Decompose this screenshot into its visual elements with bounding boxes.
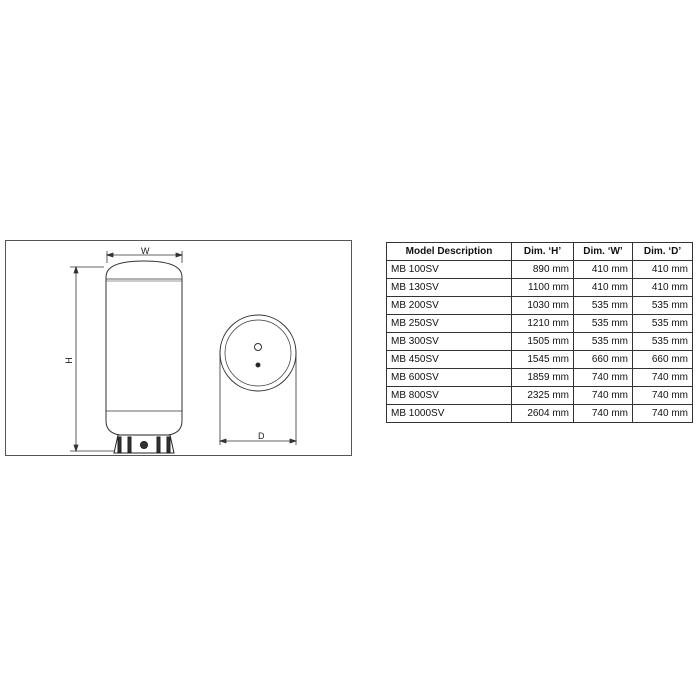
height-label: H bbox=[63, 357, 74, 364]
cell-model: MB 1000SV bbox=[387, 405, 512, 423]
table-row bbox=[387, 387, 693, 405]
cell-model: MB 200SV bbox=[387, 297, 512, 315]
cell-dim-w: 740 mm bbox=[574, 387, 633, 405]
cell-dim-d: 535 mm bbox=[633, 297, 693, 315]
cell-dim-w: 535 mm bbox=[574, 333, 633, 351]
table-row bbox=[387, 279, 693, 297]
cell-dim-w: 535 mm bbox=[574, 297, 633, 315]
header-dim-d: Dim. ‘D’ bbox=[633, 243, 693, 261]
table-row bbox=[387, 315, 693, 333]
cell-model: MB 600SV bbox=[387, 369, 512, 387]
table-header-row bbox=[387, 243, 693, 261]
header-model-description: Model Description bbox=[387, 243, 512, 261]
table-row bbox=[387, 297, 693, 315]
header-dim-w: Dim. ‘W’ bbox=[574, 243, 633, 261]
table-row bbox=[387, 261, 693, 279]
cell-dim-h: 1505 mm bbox=[512, 333, 574, 351]
cell-dim-w: 410 mm bbox=[574, 261, 633, 279]
cell-dim-h: 2325 mm bbox=[512, 387, 574, 405]
cell-dim-w: 740 mm bbox=[574, 369, 633, 387]
cell-dim-w: 535 mm bbox=[574, 315, 633, 333]
cell-dim-h: 890 mm bbox=[512, 261, 574, 279]
cell-dim-h: 1210 mm bbox=[512, 315, 574, 333]
cell-dim-d: 740 mm bbox=[633, 405, 693, 423]
table-row bbox=[387, 333, 693, 351]
cell-dim-d: 410 mm bbox=[633, 279, 693, 297]
table-row bbox=[387, 351, 693, 369]
cell-dim-h: 1100 mm bbox=[512, 279, 574, 297]
cell-dim-h: 1859 mm bbox=[512, 369, 574, 387]
cell-dim-h: 2604 mm bbox=[512, 405, 574, 423]
vessel-top-view bbox=[220, 315, 296, 391]
dimension-drawing-panel bbox=[5, 240, 352, 456]
header-dim-h: Dim. ‘H’ bbox=[512, 243, 574, 261]
cell-model: MB 300SV bbox=[387, 333, 512, 351]
cell-dim-d: 660 mm bbox=[633, 351, 693, 369]
dimensions-table bbox=[386, 242, 693, 423]
cell-dim-d: 535 mm bbox=[633, 315, 693, 333]
cell-model: MB 450SV bbox=[387, 351, 512, 369]
width-label: W bbox=[141, 246, 150, 256]
vessel-drawing bbox=[6, 241, 353, 457]
cell-dim-w: 660 mm bbox=[574, 351, 633, 369]
cell-model: MB 250SV bbox=[387, 315, 512, 333]
diameter-label: D bbox=[258, 431, 265, 441]
vessel-front-view bbox=[106, 261, 182, 435]
cell-dim-d: 740 mm bbox=[633, 369, 693, 387]
cell-dim-h: 1030 mm bbox=[512, 297, 574, 315]
cell-model: MB 100SV bbox=[387, 261, 512, 279]
cell-dim-w: 740 mm bbox=[574, 405, 633, 423]
cell-model: MB 130SV bbox=[387, 279, 512, 297]
cell-dim-d: 740 mm bbox=[633, 387, 693, 405]
cell-dim-d: 410 mm bbox=[633, 261, 693, 279]
cell-model: MB 800SV bbox=[387, 387, 512, 405]
cell-dim-h: 1545 mm bbox=[512, 351, 574, 369]
table-row bbox=[387, 405, 693, 423]
table-row bbox=[387, 369, 693, 387]
cell-dim-d: 535 mm bbox=[633, 333, 693, 351]
cell-dim-w: 410 mm bbox=[574, 279, 633, 297]
vessel-base bbox=[114, 435, 174, 453]
